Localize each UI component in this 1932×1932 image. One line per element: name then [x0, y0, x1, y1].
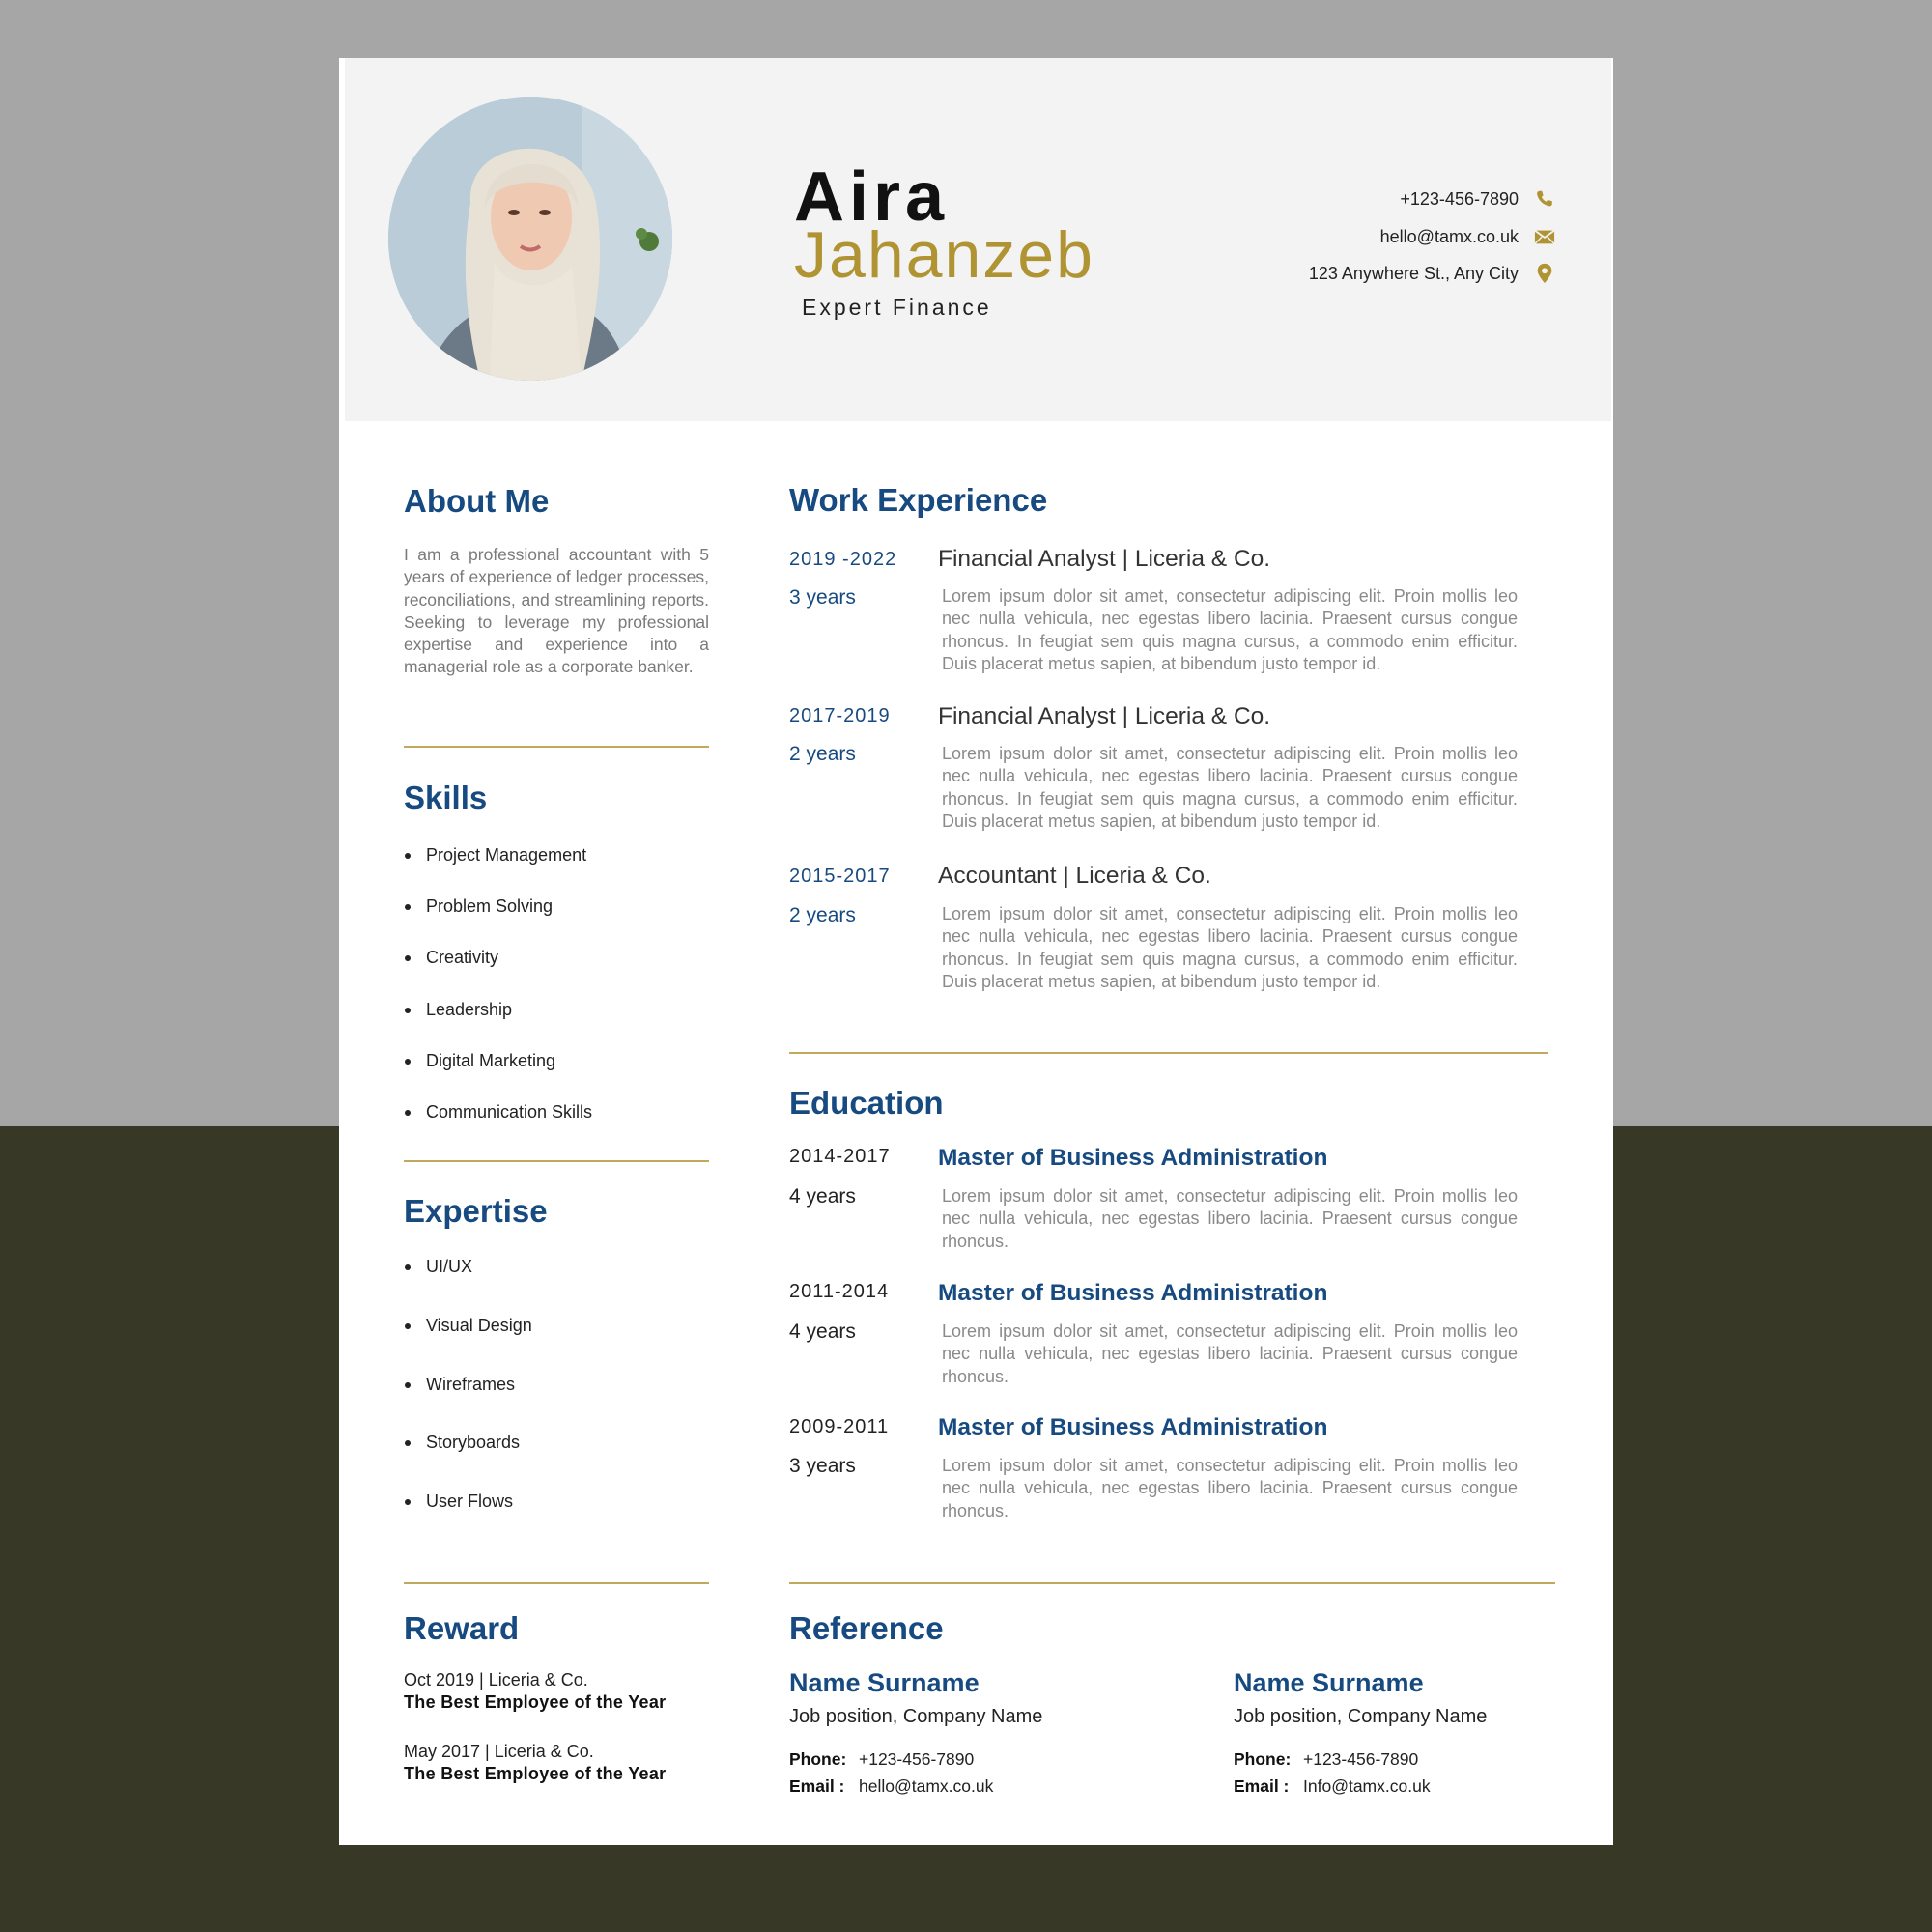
- last-name: Jahanzeb: [794, 218, 1094, 292]
- skill-item: Digital Marketing: [404, 1051, 555, 1071]
- reward-heading: Reward: [404, 1610, 520, 1646]
- education-description: Lorem ipsum dolor sit amet, consectetur adipiscing elit. Proin mollis leo nec nulla vehicula, nec egestas libero lacinia. Praesent cursus congue rhoncus.: [942, 1321, 1518, 1386]
- expertise-item: Visual Design: [404, 1316, 532, 1336]
- reference-email-value: Info@tamx.co.uk: [1303, 1776, 1431, 1796]
- education-title: Master of Business Administration: [938, 1145, 1328, 1171]
- expertise-item: Storyboards: [404, 1433, 520, 1453]
- expertise-item: User Flows: [404, 1492, 513, 1512]
- phone-label: Phone:: [1234, 1749, 1292, 1769]
- resume-header: [345, 58, 1611, 421]
- work-dates: 2019 -2022: [789, 549, 897, 570]
- job-role: Expert Finance: [802, 295, 992, 320]
- work-description: Lorem ipsum dolor sit amet, consectetur adipiscing elit. Proin mollis leo nec nulla vehicula, nec egestas libero lacinia. Praesent cursus congue rhoncus. In feugiat sem quis magna cursus, a commodo enim efficitur. Duis placerat metus sapien, at bibendum justo tempor id.: [942, 904, 1518, 991]
- work-title: Financial Analyst | Liceria & Co.: [938, 546, 1271, 572]
- email-label: Email :: [1234, 1776, 1290, 1796]
- reference-heading: Reference: [789, 1610, 944, 1646]
- education-dates: 2011-2014: [789, 1281, 890, 1302]
- contact-address-text: 123 Anywhere St., Any City: [1308, 263, 1519, 283]
- skill-item: Leadership: [404, 1000, 512, 1020]
- about-text: I am a professional accountant with 5 years of experience of ledger processes, reconciliations, and streamlining reports. Seeking to leverage my professional expertise and experience into a managerial role as a corporate banker.: [404, 545, 709, 677]
- skill-item: Problem Solving: [404, 896, 553, 917]
- education-title: Master of Business Administration: [938, 1280, 1328, 1306]
- reference-email: [789, 1776, 993, 1797]
- education-dates: 2014-2017: [789, 1146, 891, 1167]
- profile-photo: [388, 97, 672, 381]
- contact-email-text: hello@tamx.co.uk: [1379, 226, 1519, 246]
- mail-icon: [1534, 225, 1555, 248]
- reference-phone-value: +123-456-7890: [1303, 1749, 1419, 1769]
- education-title: Master of Business Administration: [938, 1414, 1328, 1440]
- first-name: Aira: [794, 158, 950, 236]
- contact-email: [1380, 225, 1555, 248]
- reference-phone-value: +123-456-7890: [859, 1749, 975, 1769]
- education-description: Lorem ipsum dolor sit amet, consectetur adipiscing elit. Proin mollis leo nec nulla vehicula, nec egestas libero lacinia. Praesent cursus congue rhoncus.: [942, 1186, 1518, 1251]
- location-pin-icon: [1534, 262, 1555, 285]
- divider: [789, 1582, 1555, 1584]
- education-description: Lorem ipsum dolor sit amet, consectetur adipiscing elit. Proin mollis leo nec nulla vehicula, nec egestas libero lacinia. Praesent cursus congue rhoncus.: [942, 1456, 1518, 1520]
- work-duration: 3 years: [789, 586, 856, 609]
- work-duration: 2 years: [789, 743, 856, 765]
- education-dates: 2009-2011: [789, 1416, 890, 1437]
- contact-phone-text: +123-456-7890: [1400, 188, 1519, 209]
- skill-item: Project Management: [404, 845, 586, 866]
- reward-date: Oct 2019 | Liceria & Co.: [404, 1670, 588, 1690]
- reference-position: Job position, Company Name: [1234, 1706, 1488, 1727]
- reference-email-value: hello@tamx.co.uk: [859, 1776, 994, 1796]
- education-duration: 3 years: [789, 1455, 856, 1477]
- education-heading: Education: [789, 1085, 944, 1121]
- work-title: Financial Analyst | Liceria & Co.: [938, 703, 1271, 729]
- divider: [404, 1160, 709, 1162]
- reference-name: Name Surname: [1234, 1668, 1424, 1697]
- skill-item: Creativity: [404, 948, 498, 968]
- reference-email: [1234, 1776, 1431, 1797]
- work-duration: 2 years: [789, 904, 856, 926]
- divider: [789, 1052, 1548, 1054]
- contact-phone: [1400, 187, 1555, 211]
- email-label: Email :: [789, 1776, 845, 1796]
- divider: [404, 746, 709, 748]
- reward-date: May 2017 | Liceria & Co.: [404, 1742, 594, 1761]
- reward-title: The Best Employee of the Year: [404, 1692, 667, 1712]
- expertise-item: UI/UX: [404, 1257, 472, 1277]
- education-duration: 4 years: [789, 1185, 856, 1208]
- phone-icon: [1534, 187, 1555, 211]
- skills-heading: Skills: [404, 780, 488, 815]
- reference-phone: [789, 1749, 974, 1770]
- work-heading: Work Experience: [789, 482, 1048, 518]
- divider: [404, 1582, 709, 1584]
- reference-position: Job position, Company Name: [789, 1706, 1043, 1727]
- expertise-heading: Expertise: [404, 1193, 548, 1229]
- skill-item: Communication Skills: [404, 1102, 592, 1122]
- expertise-item: Wireframes: [404, 1375, 515, 1395]
- education-duration: 4 years: [789, 1321, 856, 1343]
- reference-name: Name Surname: [789, 1668, 980, 1697]
- about-heading: About Me: [404, 483, 550, 519]
- reward-title: The Best Employee of the Year: [404, 1764, 667, 1783]
- reference-phone: [1234, 1749, 1418, 1770]
- phone-label: Phone:: [789, 1749, 847, 1769]
- work-dates: 2017-2019: [789, 705, 891, 726]
- resume-page: [339, 58, 1613, 1845]
- profile-photo-illustration: [388, 97, 672, 381]
- work-description: Lorem ipsum dolor sit amet, consectetur adipiscing elit. Proin mollis leo nec nulla vehicula, nec egestas libero lacinia. Praesent cursus congue rhoncus. In feugiat sem quis magna cursus, a commodo enim efficitur. Duis placerat metus sapien, at bibendum justo tempor id.: [942, 744, 1518, 831]
- work-description: Lorem ipsum dolor sit amet, consectetur adipiscing elit. Proin mollis leo nec nulla vehicula, nec egestas libero lacinia. Praesent cursus congue rhoncus. In feugiat sem quis magna cursus, a commodo enim efficitur. Duis placerat metus sapien, at bibendum justo tempor id.: [942, 586, 1518, 673]
- work-title: Accountant | Liceria & Co.: [938, 863, 1211, 889]
- contact-address: [1309, 262, 1555, 285]
- work-dates: 2015-2017: [789, 866, 891, 887]
